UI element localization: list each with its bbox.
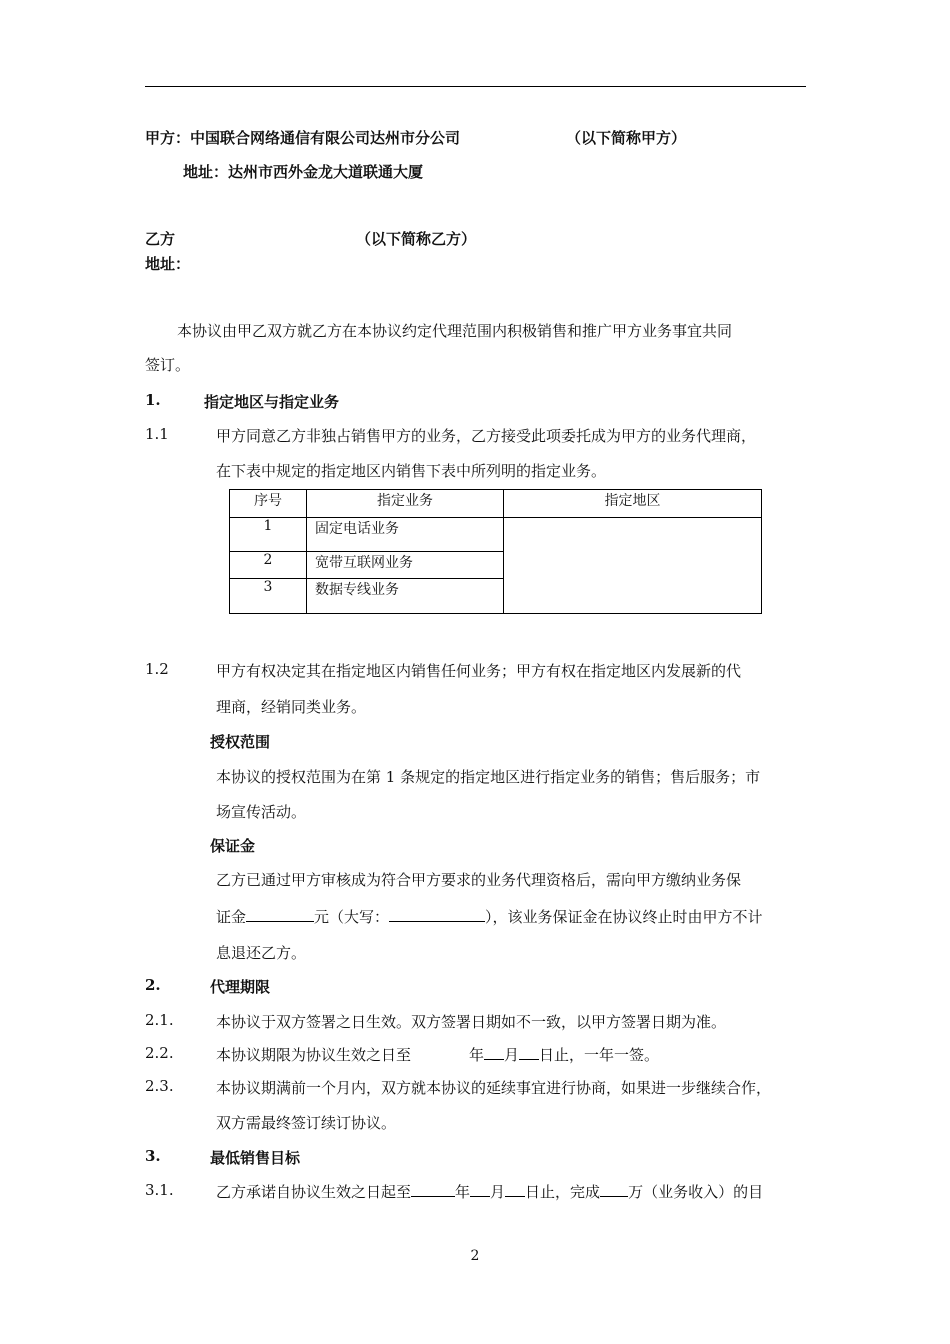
clause-1-2-line-1: 甲方有权决定其在指定地区内销售任何业务；甲方有权在指定地区内发展新的代 xyxy=(216,662,742,680)
section-2-number: 2. xyxy=(145,976,161,994)
section-2-title: 代理期限 xyxy=(210,978,271,996)
deposit-text-b: 元（大写： xyxy=(314,908,390,926)
page-number: 2 xyxy=(470,1248,480,1264)
intro-line-2: 签订。 xyxy=(145,356,191,374)
table-cell-service: 宽带互联网业务 xyxy=(307,552,504,579)
clause-2-2-month: 月 xyxy=(504,1046,520,1064)
table-header-no: 序号 xyxy=(230,490,307,518)
section-3-title: 最低销售目标 xyxy=(210,1149,301,1167)
party-a-alias: （以下简称甲方） xyxy=(566,129,687,147)
deposit-text-a: 证金 xyxy=(216,908,247,926)
clause-1-1-line-2: 在下表中规定的指定地区内销售下表中所列明的指定业务。 xyxy=(216,462,607,480)
clause-3-1-text xyxy=(216,1181,763,1202)
clause-3-1-month: 月 xyxy=(490,1183,506,1201)
intro-line-1: 本协议由甲乙双方就乙方在本协议约定代理范围内积极销售和推广甲方业务事宜共同 xyxy=(177,322,733,340)
header-rule xyxy=(145,86,806,87)
clause-2-1-text: 本协议于双方签署之日生效。双方签署日期如不一致，以甲方签署日期为准。 xyxy=(216,1013,727,1031)
clause-1-1-number: 1.1 xyxy=(145,425,169,443)
party-a-label: 甲方：中国联合网络通信有限公司达州市分公司 xyxy=(145,129,461,147)
party-b-label: 乙方 xyxy=(145,230,176,248)
table-header-row xyxy=(230,490,762,518)
clause-2-3-number: 2.3. xyxy=(145,1077,174,1095)
clause-3-1-year-blank[interactable] xyxy=(411,1182,455,1197)
clause-3-1-amount-blank[interactable] xyxy=(600,1182,628,1197)
clause-3-1-month-blank[interactable] xyxy=(470,1182,490,1197)
clause-3-1-text-a: 乙方承诺自协议生效之日起至 xyxy=(216,1183,412,1201)
authorization-title: 授权范围 xyxy=(210,733,271,751)
clause-2-2-text-d: 日止，一年一签。 xyxy=(539,1046,660,1064)
party-a-address: 地址：达州市西外金龙大道联通大厦 xyxy=(183,163,424,181)
table-cell-no: 1 xyxy=(230,518,307,552)
deposit-amount-words-blank[interactable] xyxy=(389,907,485,922)
deposit-line-1: 乙方已通过甲方审核成为符合甲方要求的业务代理资格后，需向甲方缴纳业务保 xyxy=(216,871,742,889)
clause-2-2-text xyxy=(216,1044,659,1065)
clause-2-2-day-blank[interactable] xyxy=(519,1045,539,1060)
table-cell-no: 2 xyxy=(230,552,307,579)
clause-1-2-line-2: 理商，经销同类业务。 xyxy=(216,698,367,716)
table-cell-service: 固定电话业务 xyxy=(307,518,504,552)
table-cell-no: 3 xyxy=(230,579,307,614)
clause-3-1-day-blank[interactable] xyxy=(505,1182,525,1197)
deposit-text-c: ），该业务保证金在协议终止时由甲方不计 xyxy=(485,908,763,926)
party-b-alias: （以下简称乙方） xyxy=(356,230,477,248)
deposit-title: 保证金 xyxy=(210,837,256,855)
deposit-line-3: 息退还乙方。 xyxy=(216,944,307,962)
clause-2-3-line-2: 双方需最终签订续订协议。 xyxy=(216,1114,397,1132)
deposit-line-2 xyxy=(216,906,763,927)
clause-2-2-month-blank[interactable] xyxy=(484,1045,504,1060)
clause-2-1-number: 2.1. xyxy=(145,1011,174,1029)
deposit-amount-blank[interactable] xyxy=(246,907,314,922)
table-row xyxy=(230,518,762,552)
clause-3-1-year: 年 xyxy=(455,1183,471,1201)
clause-3-1-text-e: 万（业务收入）的目 xyxy=(628,1183,764,1201)
designated-services-table xyxy=(229,489,762,614)
section-1-title: 指定地区与指定业务 xyxy=(204,393,340,411)
authorization-line-2: 场宣传活动。 xyxy=(216,803,307,821)
clause-3-1-text-d: 日止，完成 xyxy=(525,1183,601,1201)
table-cell-region xyxy=(504,518,762,614)
clause-2-2-year: 年 xyxy=(469,1046,485,1064)
table-cell-service: 数据专线业务 xyxy=(307,579,504,614)
clause-2-2-text-a: 本协议期限为协议生效之日至 xyxy=(216,1046,412,1064)
table-header-service: 指定业务 xyxy=(307,490,504,518)
party-b-address: 地址： xyxy=(145,255,191,273)
clause-3-1-number: 3.1. xyxy=(145,1181,174,1199)
authorization-line-1: 本协议的授权范围为在第 1 条规定的指定地区进行指定业务的销售；售后服务；市 xyxy=(216,768,761,786)
clause-2-2-number: 2.2. xyxy=(145,1044,174,1062)
clause-1-2-number: 1.2 xyxy=(145,660,169,678)
clause-2-3-line-1: 本协议期满前一个月内，双方就本协议的延续事宜进行协商，如果进一步继续合作， xyxy=(216,1079,772,1097)
section-1-number: 1. xyxy=(145,391,161,409)
table-header-region: 指定地区 xyxy=(504,490,762,518)
clause-1-1-line-1: 甲方同意乙方非独占销售甲方的业务，乙方接受此项委托成为甲方的业务代理商， xyxy=(216,427,757,445)
section-3-number: 3. xyxy=(145,1147,161,1165)
